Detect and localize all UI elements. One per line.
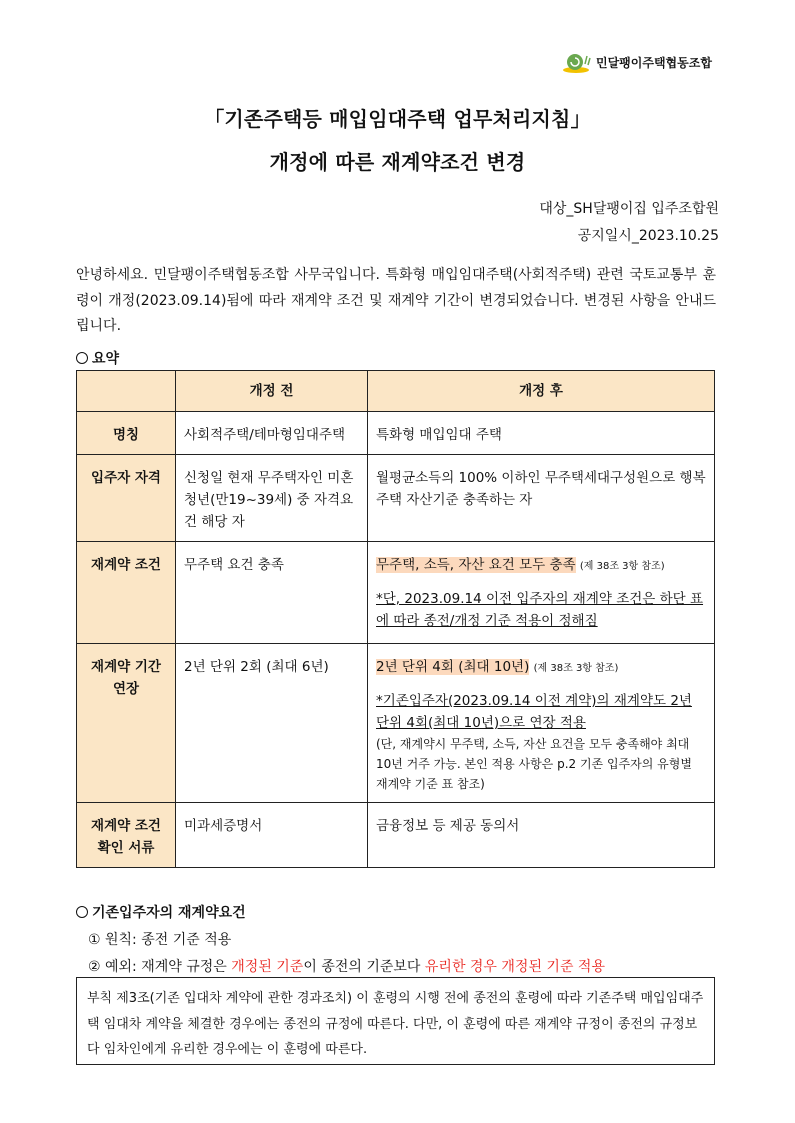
article-reference: (제 38조 3항 참조) [533, 663, 619, 674]
after-note: *기존입주자(2023.09.14 이전 계약)의 재계약도 2년 단위 4회(최대 10년)으로 연장 적용 [376, 693, 692, 731]
before-cell: 미과세증명서 [176, 803, 368, 868]
after-cell: 금융정보 등 제공 동의서 [368, 803, 715, 868]
exception-emphasis-1: 개정된 기준 [231, 959, 304, 975]
row-label: 재계약 조건 [77, 542, 176, 644]
after-note: *단, 2023.09.14 이전 입주자의 재계약 조건은 하단 표에 따라 종전/개정 기준 적용이 정해짐 [376, 591, 704, 629]
principle-item: ① 원칙: 종전 기준 적용 [88, 932, 232, 948]
table-row [77, 803, 715, 868]
col-before-header: 개정 전 [176, 371, 368, 412]
table-header-row [77, 371, 715, 412]
exception-emphasis-2: 유리한 경우 개정된 기준 적용 [424, 959, 605, 975]
intro-paragraph: 안녕하세요. 민달팽이주택협동조합 사무국입니다. 특화형 매입임대주택(사회적주택) 관련 국토교통부 훈령이 개정(2023.09.14)됨에 따라 재계약 조건 및 재계약 기간이 변경되었습니다. 변경된 사항을 안내드립니다. [76, 267, 716, 334]
before-cell: 2년 단위 2회 (최대 6년) [176, 644, 368, 803]
article-reference: (제 38조 3항 참조) [579, 561, 665, 572]
document-title-line2: 개정에 따른 재계약조건 변경 [269, 150, 526, 174]
table-corner-cell [77, 371, 176, 412]
table-row [77, 455, 715, 542]
after-highlight: 무주택, 소득, 자산 요건 모두 충족 [376, 557, 576, 573]
org-logo [560, 50, 712, 74]
after-small-note: (단, 재계약시 무주택, 소득, 자산 요건을 모두 충족해야 최대 10년 거주 가능. 본인 적용 사항은 p.2 기존 입주자의 유형별 재계약 기준 표 참조) [376, 737, 692, 791]
after-cell: 월평균소득의 100% 이하인 무주택세대구성원으로 행복주택 자산기준 충족하는 자 [368, 455, 715, 542]
snail-logo-icon [560, 50, 592, 74]
row-label: 재계약 조건 확인 서류 [77, 803, 176, 868]
supplementary-provision-box: 부칙 제3조(기존 입대차 계약에 관한 경과조치) 이 훈령의 시행 전에 종전의 훈령에 따라 기존주택 매입임대주택 임대차 계약을 체결한 경우에는 종전의 규정에 따른다. 다만, 이 훈령에 따른 재계약 규정이 종전의 규정보다 임차인에게 유리한 경우에는 이 훈령에 따른다. [76, 977, 715, 1065]
row-label: 명칭 [77, 412, 176, 455]
document-title-line1: 「기존주택등 매입임대주택 업무처리지침」 [204, 107, 591, 131]
after-cell [368, 542, 715, 644]
after-cell: 특화형 매입임대 주택 [368, 412, 715, 455]
existing-heading [76, 902, 246, 922]
table-row [77, 412, 715, 455]
notice-date: 공지일시_2023.10.25 [577, 228, 719, 244]
after-cell [368, 644, 715, 803]
before-cell: 무주택 요건 충족 [176, 542, 368, 644]
org-name: 민달팽이주택협동조합 [596, 55, 712, 70]
before-cell: 사회적주택/테마형임대주택 [176, 412, 368, 455]
summary-heading [76, 348, 119, 368]
audience-line: 대상_SH달팽이집 입주조합원 [539, 201, 719, 217]
existing-heading-text: 기존입주자의 재계약요건 [92, 905, 246, 921]
summary-table [76, 370, 715, 868]
col-after-header: 개정 후 [368, 371, 715, 412]
exception-middle: 이 종전의 기준보다 [303, 959, 425, 975]
after-highlight: 2년 단위 4회 (최대 10년) [376, 659, 530, 675]
before-cell: 신청일 현재 무주택자인 미혼 청년(만19~39세) 중 자격요건 해당 자 [176, 455, 368, 542]
table-row [77, 644, 715, 803]
table-row [77, 542, 715, 644]
summary-heading-text: 요약 [92, 351, 120, 367]
exception-prefix: ② 예외: 재계약 규정은 [88, 959, 232, 975]
row-label: 재계약 기간 연장 [77, 644, 176, 803]
circle-bullet-icon [76, 352, 88, 364]
row-label: 입주자 자격 [77, 455, 176, 542]
circle-bullet-icon [76, 906, 88, 918]
exception-item [88, 956, 605, 976]
